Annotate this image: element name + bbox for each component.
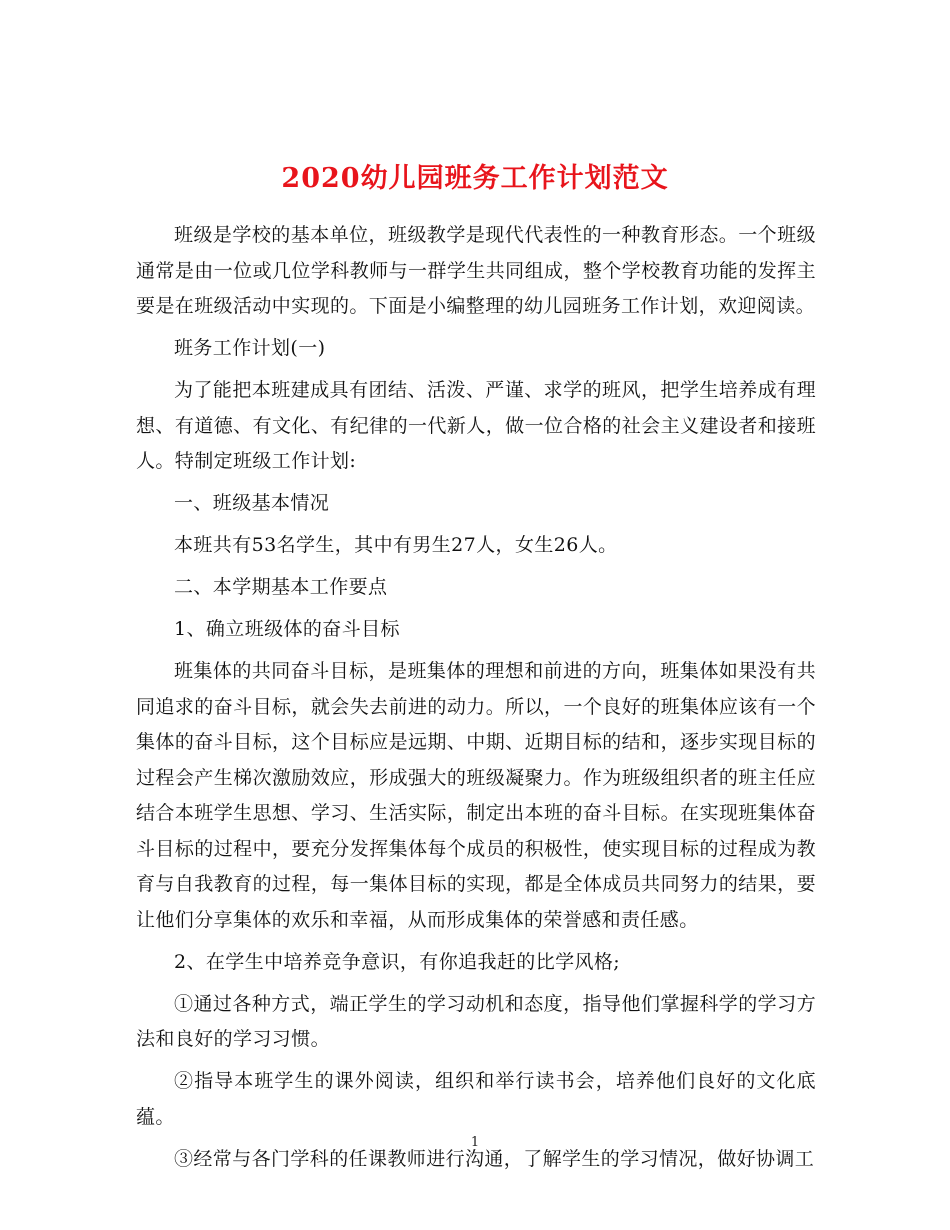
paragraph-goal: 班集体的共同奋斗目标，是班集体的理想和前进的方向，班集体如果没有共同追求的奋斗目标，就会失去前进的动力。所以，一个良好的班集体应该有一个集体的奋斗目标，这个目标应是远期、中期、近期目标的结和，逐步实现目标的过程会产生梯次激励效应，形成强大的班级凝聚力。作为班级组织者的班主任应结合本班学生思想、学习、生活实际，制定出本班的奋斗目标。在实现班集体奋斗目标的过程中，要充分发挥集体每个成员的积极性，使实现目标的过程成为教育与自我教育的过程，每一集体目标的实现，都是全体成员共同努力的结果，要让他们分享集体的欢乐和幸福，从而形成集体的荣誉感和责任感。 xyxy=(136,660,816,931)
list-item-3: ③经常与各门学科的任课教师进行沟通，了解学生的学习情况，做好协调工 xyxy=(174,1147,815,1170)
subheading-competition: 2、在学生中培养竞争意识，有你追我赶的比学风格; xyxy=(174,950,621,973)
document-body xyxy=(136,218,816,1184)
paragraph-intro: 班级是学校的基本单位，班级教学是现代代表性的一种教育形态。一个班级通常是由一位或几位学科教师与一群学生共同组成，整个学校教育功能的发挥主要是在班级活动中实现的。下面是小编整理的幼儿园班务工作计划，欢迎阅读。 xyxy=(136,224,816,317)
section-heading-work-points: 二、本学期基本工作要点 xyxy=(174,576,388,598)
paragraph-purpose: 为了能把本班建成具有团结、活泼、严谨、求学的班风，把学生培养成有理想、有道德、有文化、有纪律的一代新人，做一位合格的社会主义建设者和接班人。特制定班级工作计划: xyxy=(136,379,816,472)
paragraph-class-size: 本班共有53名学生，其中有男生27人，女生26人。 xyxy=(174,534,618,556)
list-item-1: ①通过各种方式，端正学生的学习动机和态度，指导他们掌握科学的学习方法和良好的学习习惯。 xyxy=(136,992,816,1050)
subheading-goal: 1、确立班级体的奋斗目标 xyxy=(174,618,400,640)
page-number: 1 xyxy=(470,1135,480,1150)
section-heading-class-info: 一、班级基本情况 xyxy=(174,492,330,514)
section-heading-plan-one: 班务工作计划(一) xyxy=(174,337,326,359)
list-item-2: ②指导本班学生的课外阅读，组织和举行读书会，培养他们良好的文化底蕴。 xyxy=(136,1070,816,1128)
document-title: 2020幼儿园班务工作计划范文 xyxy=(281,163,669,195)
